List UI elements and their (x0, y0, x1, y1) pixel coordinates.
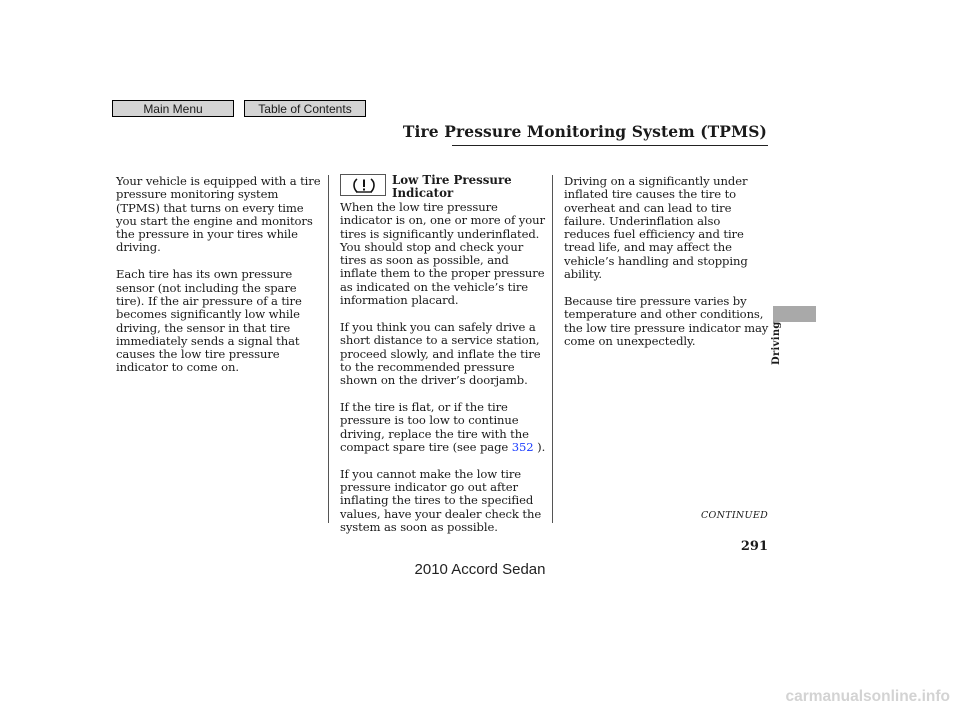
title-divider (452, 145, 768, 146)
paragraph: Driving on a significantly under inflated tire causes the tire to overheat and can lead to tire failure. Underinflation also reduces fuel efficiency and tire tread life, and may affect the vehicle’s handling and stopping ability. (564, 174, 748, 282)
column-intro (116, 175, 321, 388)
low-tire-pressure-indicator (340, 174, 386, 196)
continued-label: CONTINUED (700, 510, 768, 521)
low-tire-pressure-icon (352, 177, 376, 194)
paragraph: Your vehicle is equipped with a tire pressure monitoring system (TPMS) that turns on every time you start the engine and monitors the pressure in your tires while driving. (116, 174, 321, 255)
table-of-contents-button[interactable]: Table of Contents (244, 100, 366, 117)
page-reference-link[interactable]: 352 (511, 439, 534, 454)
section-tab-label: Driving (771, 321, 782, 365)
column-divider (552, 175, 553, 523)
paragraph: When the low tire pressure indicator is on, one or more of your tires is significantly underinflated. You should stop and check your tires as soon as possible, and inflate them to the proper pressure as indicated on the vehicle’s tire information placard. (340, 200, 545, 308)
column-warnings (564, 175, 769, 362)
paragraph: If you think you can safely drive a short distance to a service station, proceed slowly, and inflate the tire to the recommended pressure shown on the driver’s doorjamb. (340, 319, 541, 388)
watermark: carmanualsonline.info (785, 688, 950, 705)
page-title: Tire Pressure Monitoring System (TPMS) (402, 122, 767, 141)
page-number: 291 (740, 539, 768, 554)
flat-tire-text-end: ). (533, 439, 546, 454)
column-divider (328, 175, 329, 523)
paragraph: If you cannot make the low tire pressure indicator go out after inflating the tires to the specified values, have your dealer check the system as soon as possible. (340, 466, 542, 535)
paragraph: Each tire has its own pressure sensor (not including the spare tire). If the air pressure of a tire becomes significantly low while driving, the sensor in that tire immediately sends a signal that causes the low tire pressure indicator to come on. (116, 267, 302, 375)
paragraph: Because tire pressure varies by temperature and other conditions, the low tire pressure indicator may come on unexpectedly. (564, 293, 769, 348)
column-indicator (340, 201, 548, 548)
paragraph (340, 401, 548, 454)
section-tab-marker (773, 306, 816, 322)
footer-caption: 2010 Accord Sedan (414, 561, 546, 578)
flat-tire-text: If the tire is flat, or if the tire pressure is too low to continue driving, replace the tire with the compact spare tire (see page (340, 400, 529, 454)
main-menu-button[interactable]: Main Menu (112, 100, 234, 117)
section-heading: Low Tire Pressure Indicator (392, 173, 512, 200)
